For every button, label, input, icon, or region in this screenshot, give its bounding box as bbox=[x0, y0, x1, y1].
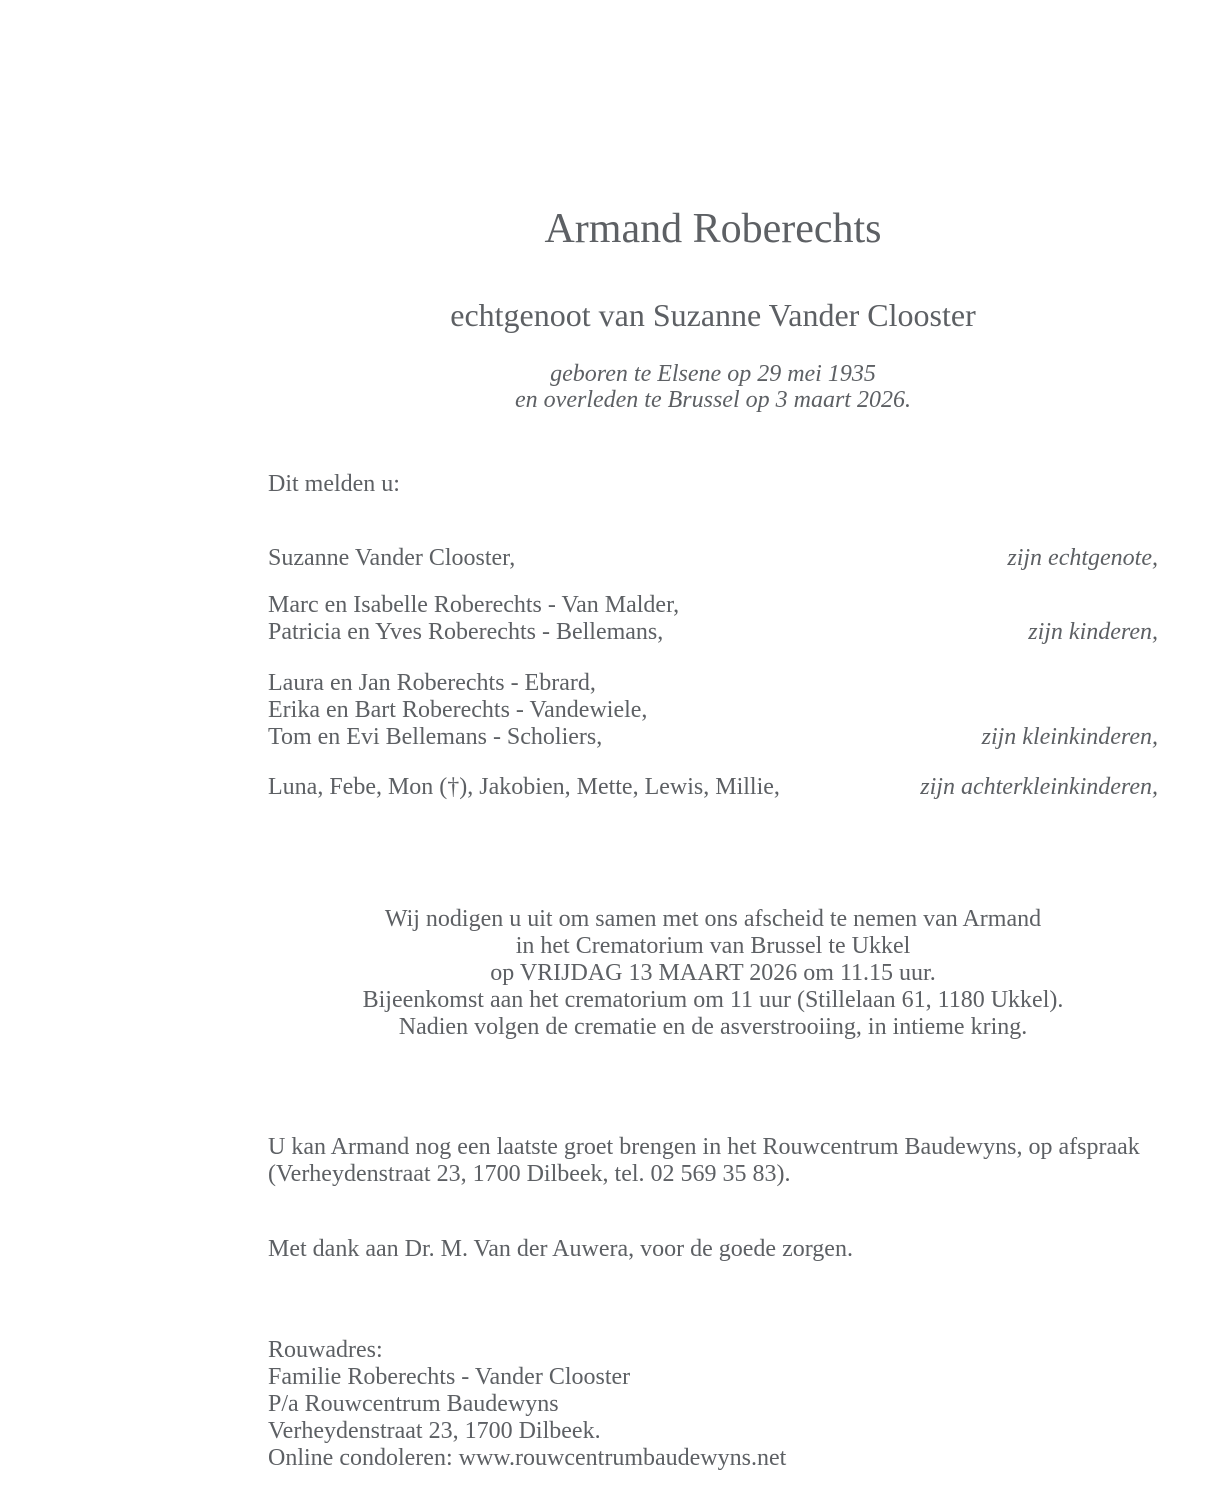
name-line: Tom en Evi Bellemans - Scholiers, bbox=[268, 724, 603, 750]
mourning-address-care-of: P/a Rouwcentrum Baudewyns bbox=[268, 1391, 559, 1417]
name-line: Luna, Febe, Mon (†), Jakobien, Mette, Lewis, Millie, bbox=[268, 774, 780, 800]
family-role: zijn kinderen, bbox=[1028, 619, 1158, 645]
mourning-address-street: Verheydenstraat 23, 1700 Dilbeek. bbox=[268, 1418, 601, 1444]
family-group-grandchildren bbox=[268, 670, 1158, 751]
family-role: zijn achterkleinkinderen, bbox=[920, 774, 1158, 800]
ceremony-line: Bijeenkomst aan het crematorium om 11 uur (Stillelaan 61, 1180 Ukkel). bbox=[362, 987, 1064, 1013]
family-role: zijn kleinkinderen, bbox=[981, 724, 1158, 750]
name-line: Marc en Isabelle Roberechts - Van Malder, bbox=[268, 592, 680, 618]
name-line: Patricia en Yves Roberechts - Bellemans, bbox=[268, 619, 664, 645]
mourning-address-label: Rouwadres: bbox=[268, 1337, 383, 1363]
name-line: Suzanne Vander Clooster, bbox=[268, 545, 516, 571]
ceremony-line: Nadien volgen de crematie en de asverstrooiing, in intieme kring. bbox=[398, 1014, 1028, 1040]
family-group-greatgrandchildren bbox=[268, 774, 1158, 801]
birth-death-block bbox=[268, 361, 1158, 413]
ceremony-line: in het Crematorium van Brussel te Ukkel bbox=[515, 933, 911, 959]
family-names bbox=[268, 592, 679, 646]
ceremony-line: Wij nodigen u uit om samen met ons afscheid te nemen van Armand bbox=[384, 906, 1042, 932]
obituary-card bbox=[268, 0, 1158, 1472]
family-group-children bbox=[268, 592, 1158, 646]
thanks-line: Met dank aan Dr. M. Van der Auwera, voor de goede zorgen. bbox=[268, 1236, 853, 1262]
mourning-address-block bbox=[268, 1337, 1158, 1472]
name-line: Erika en Bart Roberechts - Vandewiele, bbox=[268, 697, 648, 723]
family-group-spouse bbox=[268, 545, 1158, 572]
visitation-line: U kan Armand nog een laatste groet brengen in het Rouwcentrum Baudewyns, op afspraak bbox=[268, 1134, 1140, 1160]
family-role: zijn echtgenote, bbox=[1007, 545, 1158, 571]
deceased-name: Armand Roberechts bbox=[544, 206, 882, 252]
family-names bbox=[268, 774, 780, 801]
name-line: Laura en Jan Roberechts - Ebrard, bbox=[268, 670, 596, 696]
online-condolence-line: Online condoleren: www.rouwcentrumbaudewyns.net bbox=[268, 1445, 787, 1471]
family-names bbox=[268, 545, 515, 572]
mourning-address-family: Familie Roberechts - Vander Clooster bbox=[268, 1364, 631, 1390]
death-line: en overleden te Brussel op 3 maart 2026. bbox=[515, 387, 911, 413]
visitation-line: (Verheydenstraat 23, 1700 Dilbeek, tel. 02 569 35 83). bbox=[268, 1161, 791, 1187]
ceremony-line: op VRIJDAG 13 MAART 2026 om 11.15 uur. bbox=[490, 960, 936, 986]
announcement-intro: Dit melden u: bbox=[268, 471, 400, 497]
family-names bbox=[268, 670, 647, 751]
birth-line: geboren te Elsene op 29 mei 1935 bbox=[550, 361, 876, 387]
ceremony-block bbox=[268, 906, 1158, 1041]
spouse-line: echtgenoot van Suzanne Vander Clooster bbox=[450, 297, 976, 333]
visitation-block bbox=[268, 1134, 1158, 1188]
